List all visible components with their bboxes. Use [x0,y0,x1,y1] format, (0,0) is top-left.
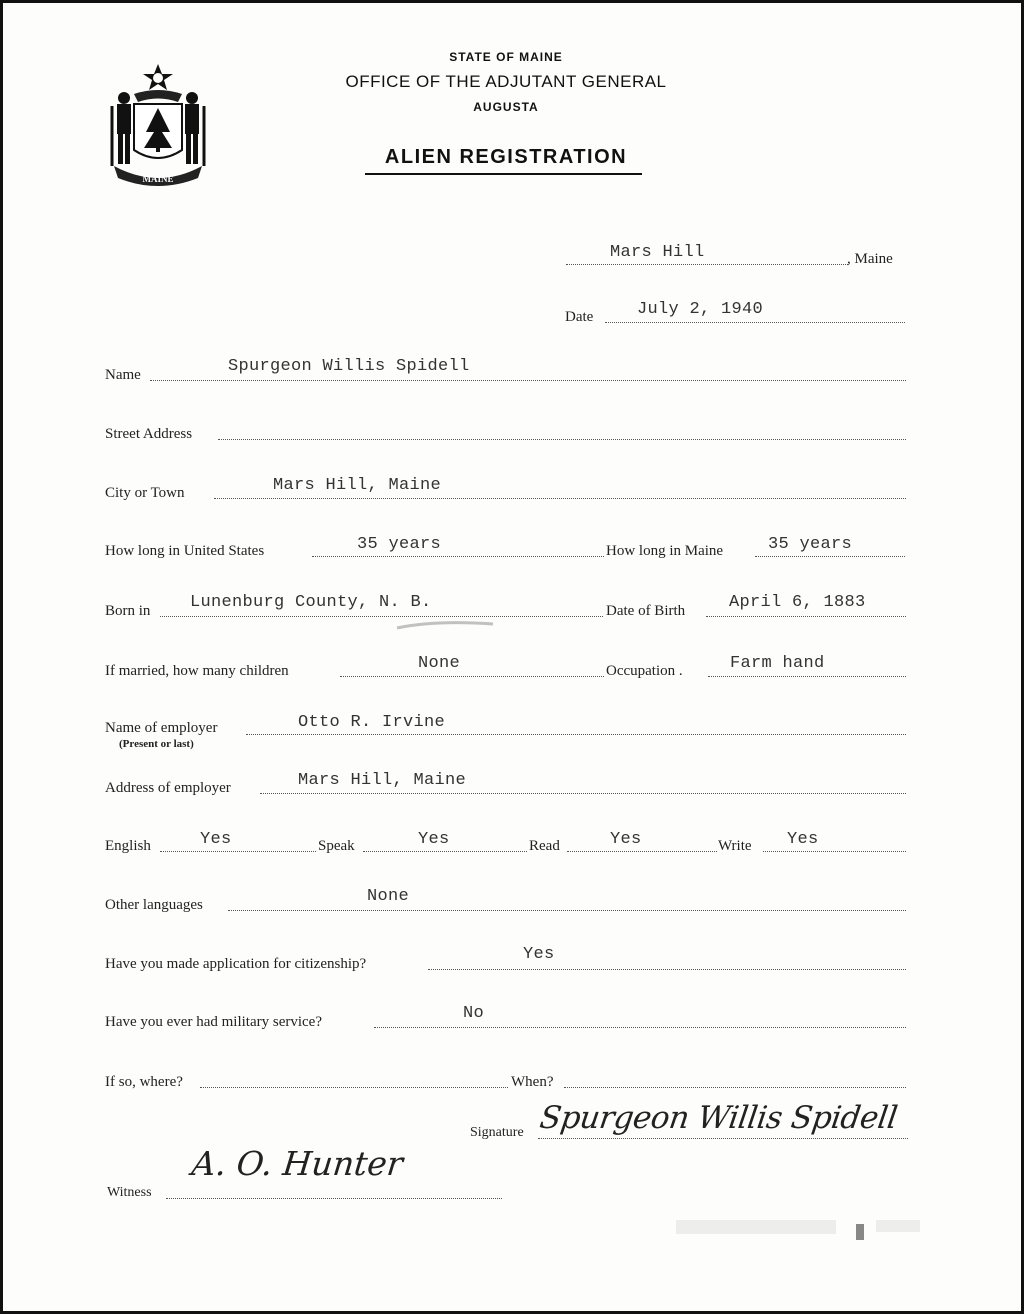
born-in-field-line [160,616,603,617]
occupation-label: Occupation . [606,663,683,679]
header-state: STATE OF MAINE [449,50,563,64]
header-city: AUGUSTA [473,100,539,114]
born-in-label: Born in [105,603,151,619]
town-field-line [566,264,848,265]
write-label: Write [718,838,752,854]
where-field-line [200,1087,508,1088]
read-label: Read [529,838,560,854]
citizenship-field-line [428,969,906,970]
street-address-field-line [218,439,906,440]
city-label: City or Town [105,485,185,501]
city-value: Mars Hill, Maine [273,476,442,495]
employer-name-value: Otto R. Irvine [298,713,446,732]
other-languages-label: Other languages [105,897,203,913]
town-value: Mars Hill [610,243,705,262]
english-label: English [105,838,151,854]
date-value: July 2, 1940 [637,300,764,319]
other-languages-field-line [228,910,906,911]
read-value: Yes [610,830,642,849]
speak-field-line [363,851,527,852]
header-office: OFFICE OF THE ADJUTANT GENERAL [345,72,667,91]
witness-field-line [166,1198,502,1199]
write-value: Yes [787,830,819,849]
maine-state-seal-icon [104,62,212,190]
name-field-line [150,380,906,381]
english-field-line [160,851,316,852]
military-field-line [374,1027,906,1028]
speak-value: Yes [418,830,450,849]
children-value: None [418,654,461,673]
read-field-line [567,851,717,852]
citizenship-value: Yes [523,945,555,964]
write-field-line [763,851,906,852]
citizenship-label: Have you made application for citizenship? [105,956,367,972]
witness-handwriting: A. O. Hunter [189,1144,405,1183]
date-of-birth-value: April 6, 1883 [729,593,866,612]
title-underline [365,173,642,175]
date-field-line [605,322,905,323]
how-long-maine-label: How long in Maine [606,543,724,559]
name-label: Name [105,367,141,383]
when-label: When? [511,1074,554,1090]
children-field-line [340,676,604,677]
employer-name-sublabel: (Present or last) [119,738,194,750]
military-value: No [463,1004,485,1023]
how-long-us-field-line [312,556,604,557]
date-label: Date [565,309,594,325]
date-of-birth-field-line [706,616,906,617]
name-value: Spurgeon Willis Spidell [228,357,470,376]
born-in-value: Lunenburg County, N. B. [190,593,432,612]
military-label: Have you ever had military service? [105,1014,322,1030]
other-languages-value: None [367,887,410,906]
speak-label: Speak [318,838,355,854]
english-value: Yes [200,830,232,849]
employer-name-field-line [246,734,906,735]
employer-name-label: Name of employer [105,720,218,736]
faint-stamp-mark [676,1210,926,1250]
employer-address-label: Address of employer [105,780,231,796]
when-field-line [564,1087,906,1088]
where-label: If so, where? [105,1074,183,1090]
date-of-birth-label: Date of Birth [606,603,686,619]
signature-field-line [538,1138,908,1139]
signature-label: Signature [470,1125,524,1140]
occupation-value: Farm hand [730,654,825,673]
occupation-field-line [708,676,906,677]
how-long-us-label: How long in United States [105,543,265,559]
employer-address-value: Mars Hill, Maine [298,771,467,790]
children-label: If married, how many children [105,663,289,679]
how-long-maine-value: 35 years [768,535,853,554]
signature-handwriting: Spurgeon Willis Spidell [537,1100,900,1136]
how-long-us-value: 35 years [357,535,442,554]
employer-address-field-line [260,793,906,794]
how-long-maine-field-line [755,556,905,557]
form-title: ALIEN REGISTRATION [384,146,628,168]
city-field-line [214,498,906,499]
witness-label: Witness [107,1185,152,1200]
ink-smudge [395,618,495,632]
svg-text:MAINE: MAINE [142,174,174,184]
street-address-label: Street Address [105,426,193,442]
town-suffix: , Maine [847,251,893,267]
